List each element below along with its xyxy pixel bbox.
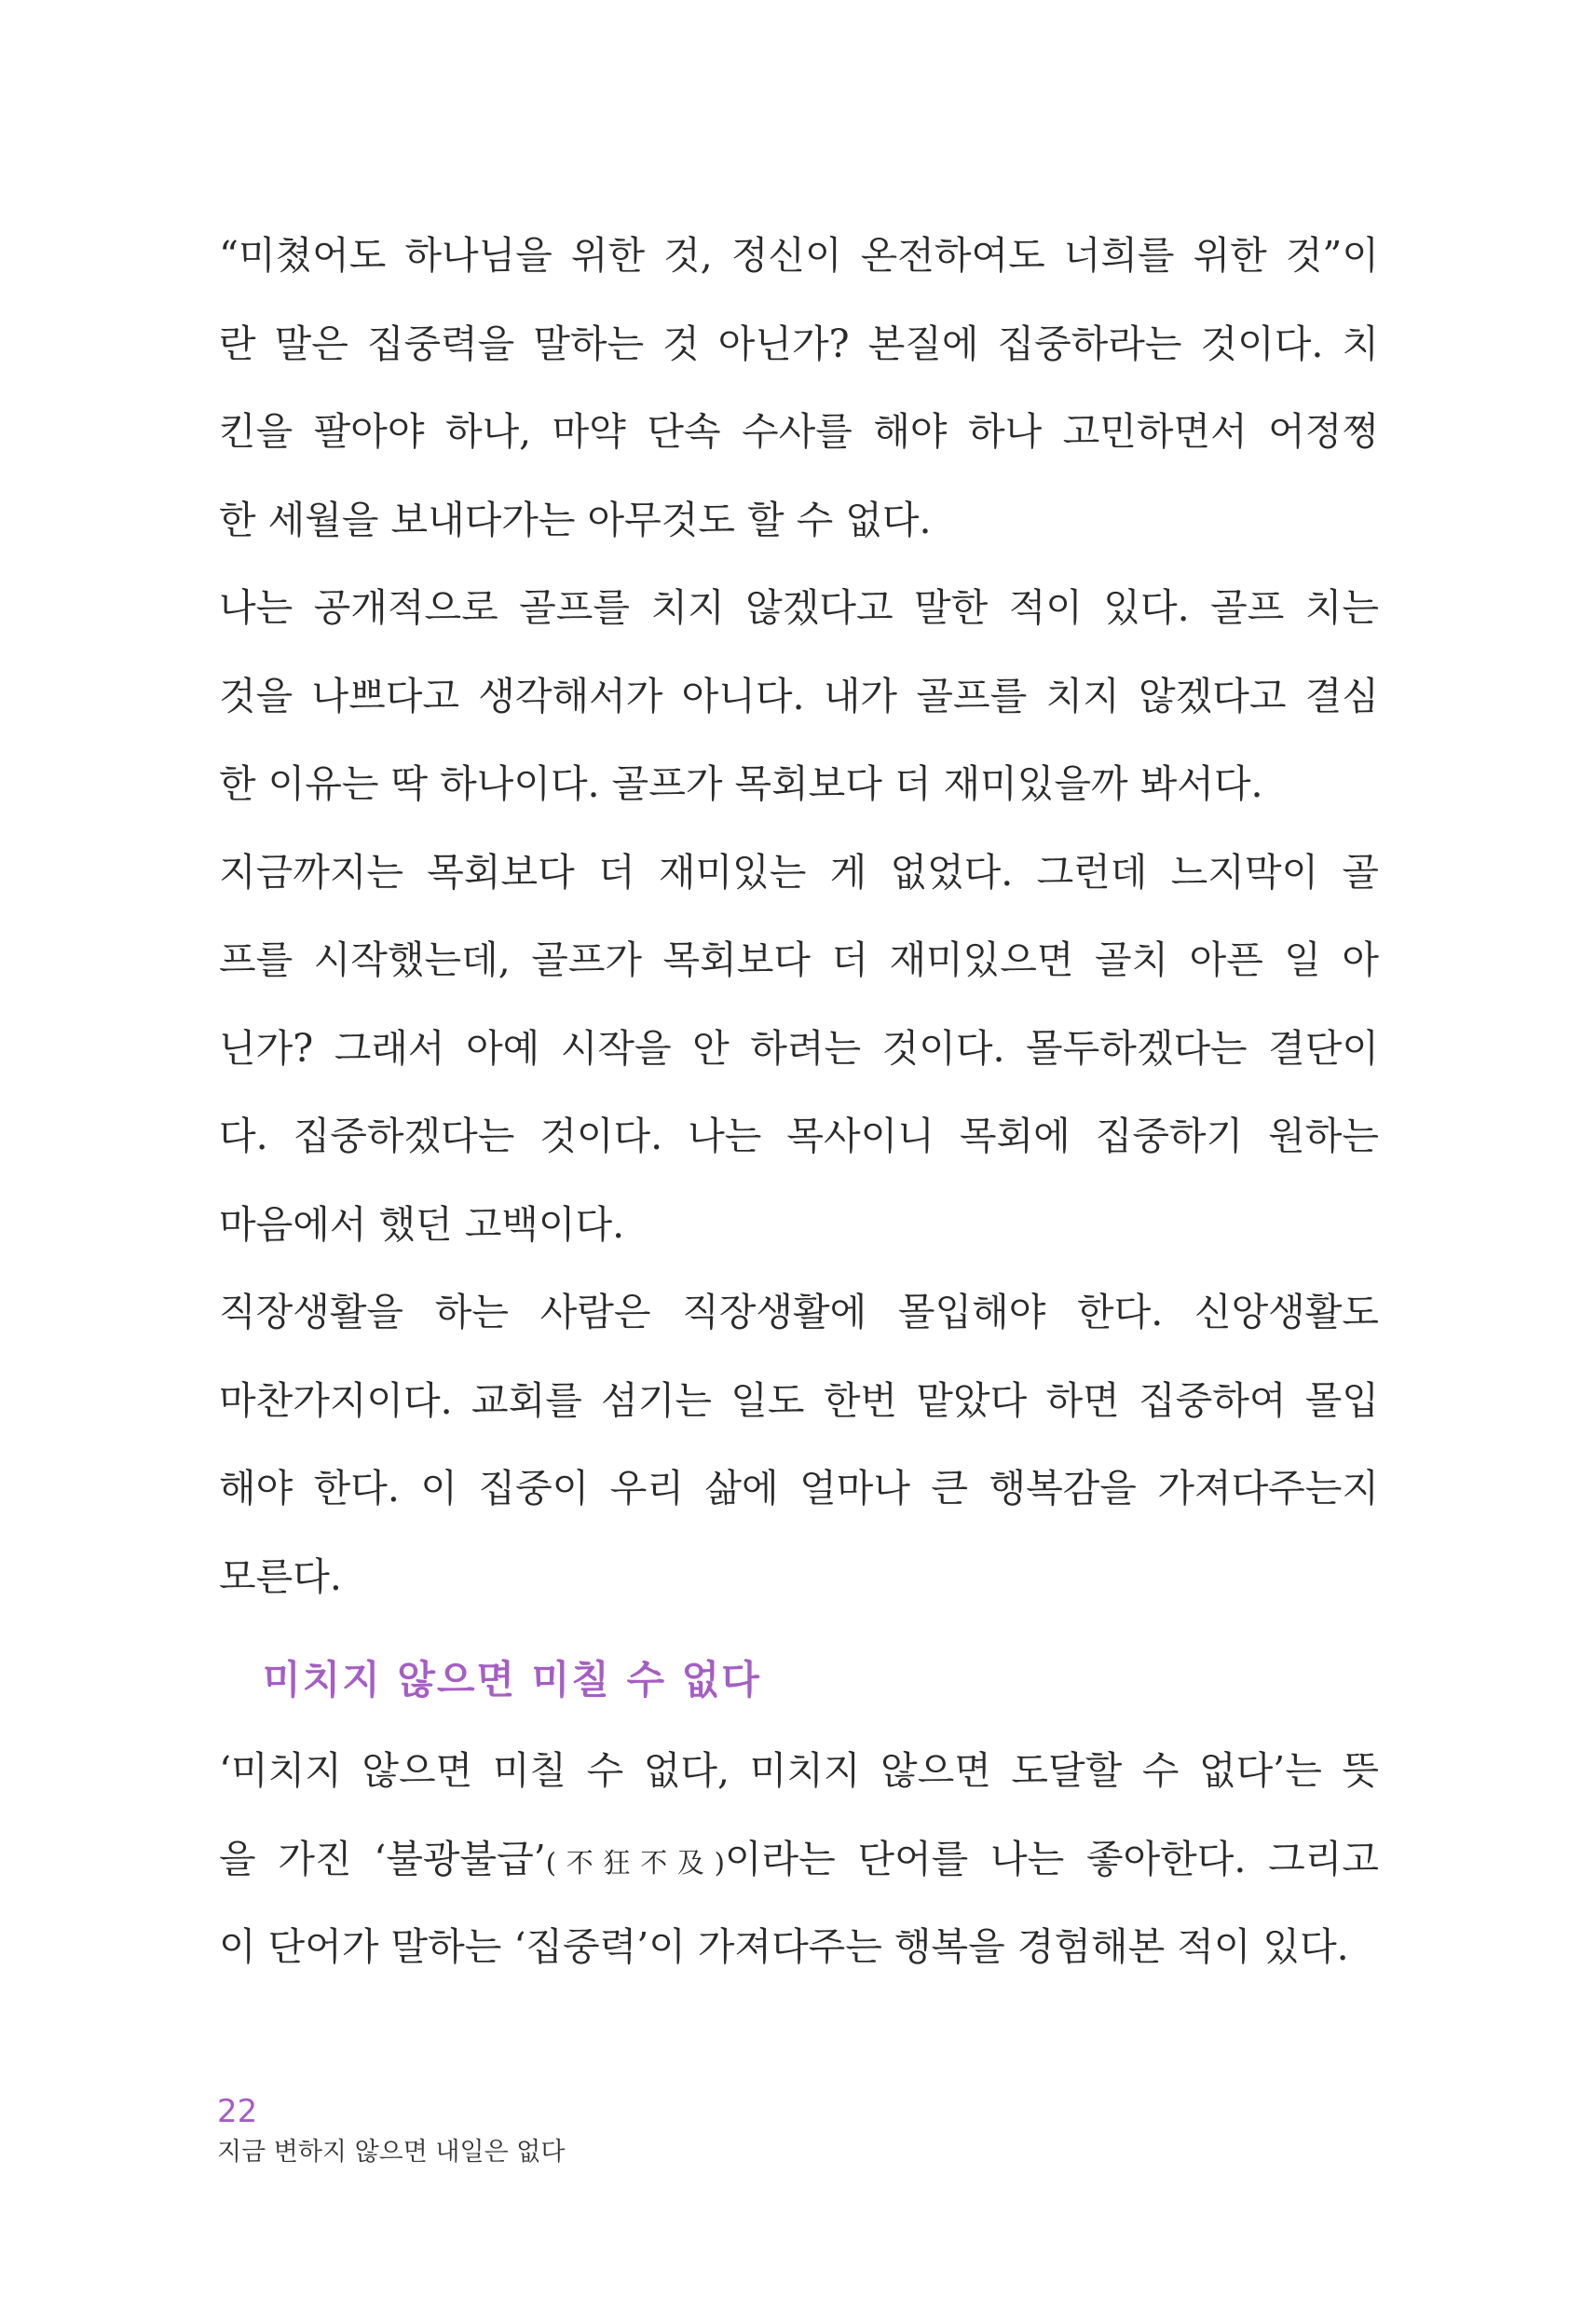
text-line: 한 이유는 딱 하나이다. 골프가 목회보다 더 재미있을까 봐서다. [219,761,1263,806]
text-segment: 을 가진 ‘불광불급’ [219,1836,546,1881]
text-line: 킨을 팔아야 하나, 마약 단속 수사를 해야 하나 고민하면서 어정쩡 [219,409,1379,454]
text-line: 직장생활을 하는 사람은 직장생활에 몰입해야 한다. 신앙생활도 [219,1290,1379,1334]
text-line: 것을 나쁘다고 생각해서가 아니다. 내가 골프를 치지 않겠다고 결심 [219,673,1379,718]
text-line: 나는 공개적으로 골프를 치지 않겠다고 말한 적이 있다. 골프 치는 [219,585,1379,630]
text-line: 닌가? 그래서 아예 시작을 안 하려는 것이다. 몰두하겠다는 결단이 [219,1025,1379,1071]
text-line: 마음에서 했던 고백이다. [219,1201,625,1247]
text-line: “미쳤어도 하나님을 위한 것, 정신이 온전하여도 너희를 위한 것”이 [219,233,1379,278]
text-line: 다. 집중하겠다는 것이다. 나는 목사이니 목회에 집중하기 원하는 [219,1114,1379,1158]
text-line: 란 말은 집중력을 말하는 것 아닌가? 본질에 집중하라는 것이다. 치 [219,321,1379,366]
text-line: 모른다. [219,1553,342,1599]
hanja-annotation: (不狂不及) [545,1846,725,1879]
text-line: 지금까지는 목회보다 더 재미있는 게 없었다. 그런데 느지막이 골 [219,849,1379,895]
text-line [219,1815,1379,1904]
text-line: 마찬가지이다. 교회를 섬기는 일도 한번 맡았다 하면 집중하여 몰입 [219,1377,1379,1423]
text-segment: 이라는 단어를 나는 좋아한다. 그리고 [724,1836,1379,1881]
text-line: 프를 시작했는데, 골프가 목회보다 더 재미있으면 골치 아픈 일 아 [219,937,1379,982]
text-line: 이 단어가 말하는 ‘집중력’이 가져다주는 행복을 경험해본 적이 있다. [219,1924,1349,1969]
main-text-block [219,212,1379,1620]
page-number: 22 [217,2093,258,2130]
text-line: ‘미치지 않으면 미칠 수 없다, 미치지 않으면 도달할 수 없다’는 뜻 [219,1748,1379,1793]
section-text-block [219,1727,1379,1991]
text-line: 한 세월을 보내다가는 아무것도 할 수 없다. [219,497,932,542]
running-footer-title: 지금 변하지 않으면 내일은 없다 [217,2138,566,2167]
text-line: 해야 한다. 이 집중이 우리 삶에 얼마나 큰 행복감을 가져다주는지 [219,1466,1379,1511]
section-heading: 미치지 않으면 미칠 수 없다 [263,1657,761,1702]
